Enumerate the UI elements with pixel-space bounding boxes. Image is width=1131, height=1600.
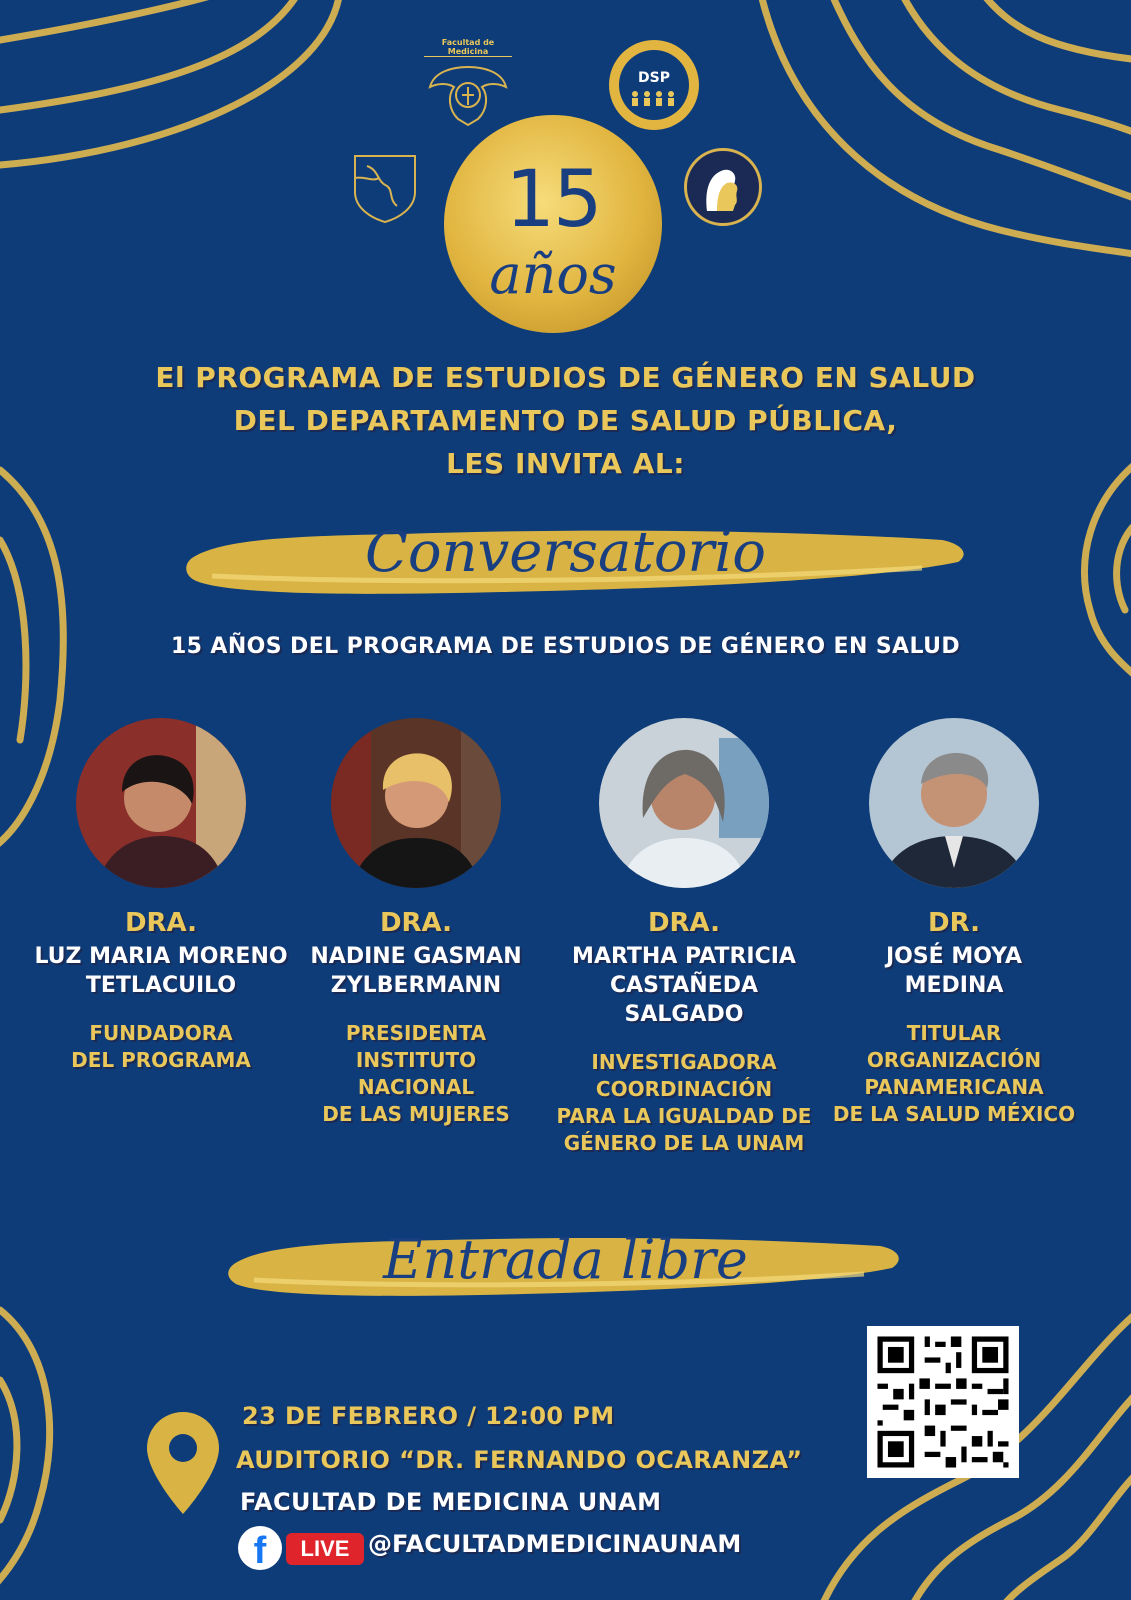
speaker-photo bbox=[599, 718, 769, 888]
speaker-photo bbox=[76, 718, 246, 888]
speaker-name-line-1: MARTHA PATRICIA bbox=[572, 944, 796, 969]
speaker-photo bbox=[869, 718, 1039, 888]
speaker-name-line-1: LUZ MARIA MORENO bbox=[34, 944, 288, 969]
speaker-title: DRA. bbox=[379, 908, 453, 938]
speaker-role: FUNDADORA DEL PROGRAMA bbox=[71, 1021, 251, 1072]
event-venue: AUDITORIO “DR. FERNANDO OCARANZA” bbox=[236, 1446, 803, 1474]
speaker-card bbox=[281, 718, 551, 1128]
speaker-name-line-1: JOSÉ MOYA bbox=[885, 944, 1023, 969]
unam-logo bbox=[349, 148, 421, 224]
location-pin-icon bbox=[143, 1408, 223, 1518]
event-type-title: Conversatorio bbox=[365, 520, 766, 585]
facultad-caption: Facultad de Medicina bbox=[424, 38, 512, 57]
speaker-name-line-2: ZYLBERMANN bbox=[330, 973, 502, 998]
speaker-name bbox=[819, 942, 1089, 1000]
speaker-name-line-2: MEDINA bbox=[904, 973, 1004, 998]
invitation-line-1: El PROGRAMA DE ESTUDIOS DE GÉNERO EN SALUD bbox=[155, 361, 976, 394]
event-institution: FACULTAD DE MEDICINA UNAM bbox=[240, 1488, 662, 1516]
speaker-role: TITULAR ORGANIZACIÓN PANAMERICANA DE LA SALUD MÉXICO bbox=[832, 1021, 1076, 1126]
speaker-card bbox=[26, 718, 296, 1074]
speaker-title: DR. bbox=[928, 908, 980, 938]
dsp-badge: DSP bbox=[638, 70, 670, 86]
speaker-role: PRESIDENTA INSTITUTO NACIONAL DE LAS MUJERES bbox=[322, 1021, 510, 1126]
speaker-card bbox=[549, 718, 819, 1157]
speaker-role: INVESTIGADORA COORDINACIÓN PARA LA IGUALDAD DE GÉNERO DE LA UNAM bbox=[556, 1050, 812, 1155]
unam-shield-icon bbox=[349, 148, 421, 224]
event-datetime: 23 DE FEBRERO / 12:00 PM bbox=[242, 1402, 615, 1430]
anniversary-word: años bbox=[489, 243, 617, 306]
facebook-icon[interactable]: f bbox=[238, 1526, 282, 1570]
facultad-medicina-logo bbox=[424, 38, 512, 124]
speaker-card bbox=[819, 718, 1089, 1128]
invitation-line-3: LES INVITA AL: bbox=[446, 447, 685, 480]
live-badge[interactable]: LIVE bbox=[286, 1533, 364, 1565]
speaker-name bbox=[549, 942, 819, 1029]
speaker-name-line-2: TETLACUILO bbox=[85, 973, 237, 998]
qr-code-pattern bbox=[867, 1326, 1019, 1478]
speaker-title: DRA. bbox=[124, 908, 198, 938]
faces-profile-icon bbox=[687, 151, 759, 223]
anniversary-number: 15 bbox=[505, 155, 601, 245]
anniversary-badge bbox=[444, 115, 662, 333]
invitation-line-2: DEL DEPARTAMENTO DE SALUD PÚBLICA, bbox=[233, 404, 898, 437]
portrait-image bbox=[331, 718, 501, 888]
speaker-name-line-2: CASTAÑEDA SALGADO bbox=[609, 973, 759, 1027]
admission-title: Entrada libre bbox=[383, 1228, 748, 1291]
speaker-name-line-1: NADINE GASMAN bbox=[310, 944, 522, 969]
portrait-image bbox=[76, 718, 246, 888]
social-handle[interactable]: @FACULTADMEDICINAUNAM bbox=[368, 1530, 742, 1558]
speaker-photo bbox=[331, 718, 501, 888]
portrait-image bbox=[869, 718, 1039, 888]
speaker-name bbox=[26, 942, 296, 1000]
program-logo bbox=[684, 148, 762, 226]
dsp-logo bbox=[609, 40, 699, 130]
people-icon bbox=[629, 90, 679, 106]
portrait-image bbox=[599, 718, 769, 888]
event-subtitle: 15 AÑOS DEL PROGRAMA DE ESTUDIOS DE GÉNERO EN SALUD bbox=[170, 634, 961, 659]
qr-code[interactable] bbox=[867, 1326, 1019, 1478]
invitation-text bbox=[0, 356, 1131, 485]
speaker-title: DRA. bbox=[647, 908, 721, 938]
speaker-name bbox=[281, 942, 551, 1000]
eagle-crest-icon bbox=[424, 57, 512, 129]
